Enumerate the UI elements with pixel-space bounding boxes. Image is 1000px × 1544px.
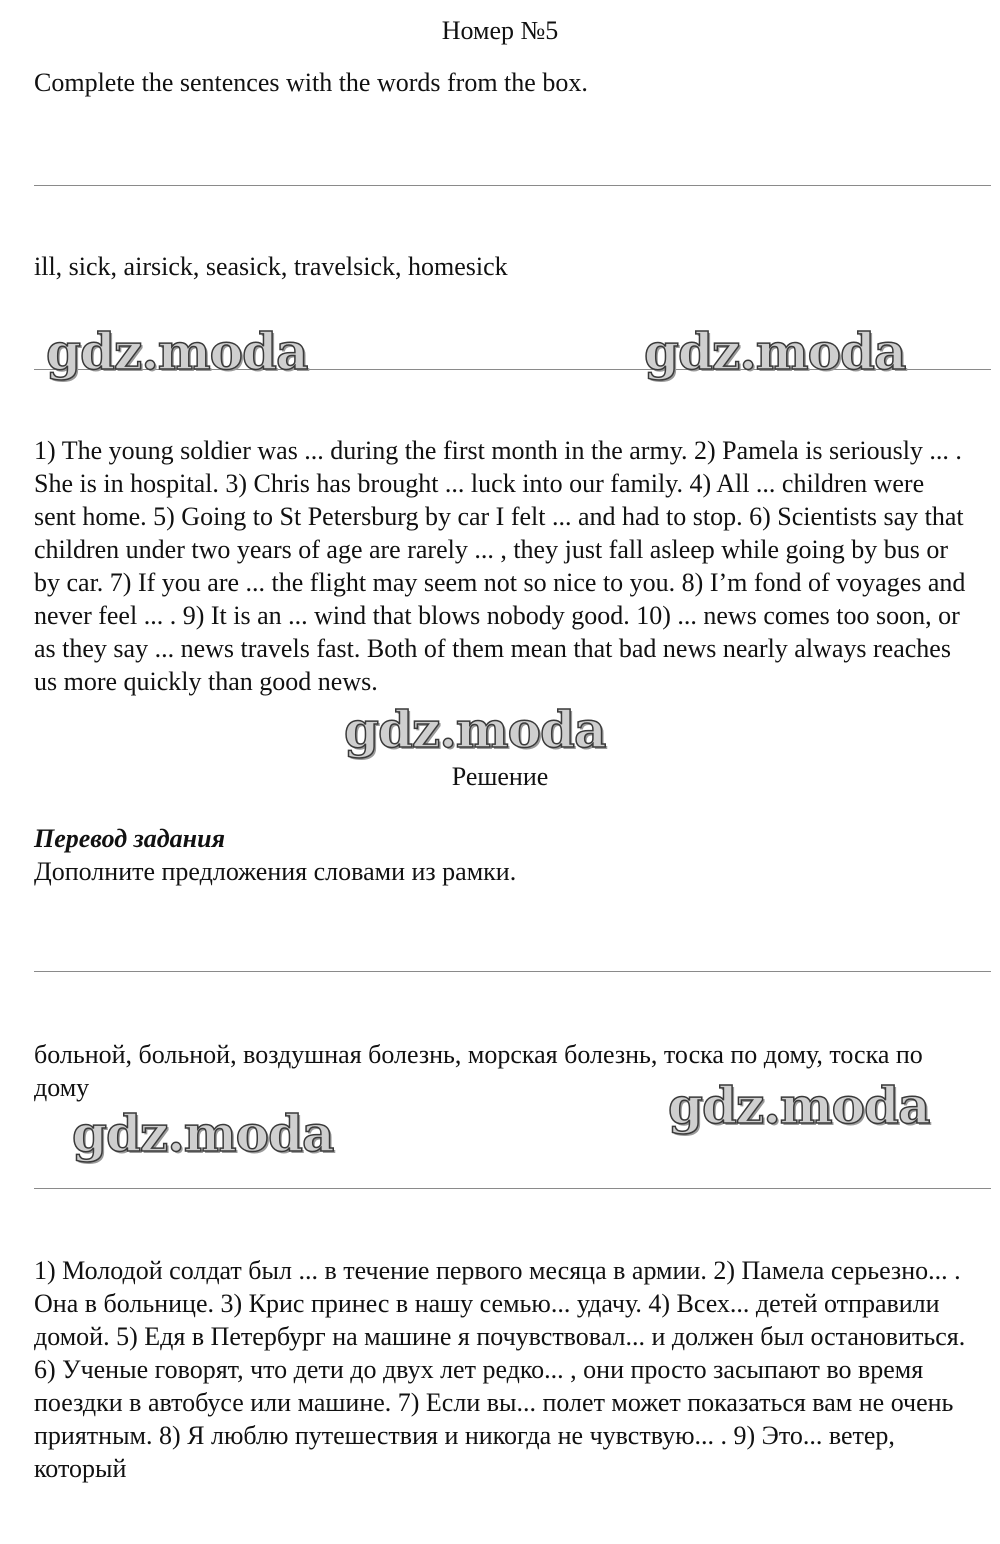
watermark-logo: gdz.moda xyxy=(344,700,606,759)
solution-heading: Решение xyxy=(451,762,549,791)
word-box: ill, sick, airsick, seasick, travelsick, homesick xyxy=(34,252,508,281)
translation-heading: Перевод задания xyxy=(34,824,225,853)
instruction-translation: Дополните предложения словами из рамки. xyxy=(34,857,517,886)
page-title: Номер №5 xyxy=(441,16,559,45)
divider-line xyxy=(34,1188,991,1189)
watermark-logo: gdz.moda xyxy=(72,1104,334,1163)
task-sentences: 1) The young soldier was ... during the first month in the army. 2) Pamela is seriously ... . She is in hospital. 3) Chris has brought ... luck into our family. 4) All ... children were sent home. 5) Going to St Petersburg by car I felt ... and had to stop. 6) Scientists say that children under two years of age are rarely ... , they just fall asleep while going by bus or by car. 7) If you are ... the flight may seem not so nice to you. 8) I’m fond of voyages and never feel ... . 9) It is an ... wind that blows nobody good. 10) ... news comes too soon, or as they say ... news travels fast. Both of them mean that bad news nearly always reaches us more quickly than good news. xyxy=(34,436,966,696)
watermark-logo: gdz.moda xyxy=(46,322,308,381)
watermark-logo: gdz.moda xyxy=(644,322,906,381)
divider-line xyxy=(34,185,991,186)
watermark-logo: gdz.moda xyxy=(668,1076,930,1135)
divider-line xyxy=(34,971,991,972)
task-instruction: Complete the sentences with the words from the box. xyxy=(34,68,588,97)
sentences-translation: 1) Молодой солдат был ... в течение первого месяца в армии. 2) Памела серьезно... . Она в больнице. 3) Крис принес в нашу семью... удачу. 4) Всех... детей отправили домой. 5) Едя в Петербург на машине я почувствовал... и должен был остановиться. 6) Ученые говорят, что дети до двух лет редко... , они просто засыпают во время поездки в автобусе или машине. 7) Если вы... полет может показаться вам не очень приятным. 8) Я люблю путешествия и никогда не чувствую... . 9) Это... ветер, который xyxy=(34,1256,966,1483)
word-box-translation: больной, больной, воздушная болезнь, морская болезнь, тоска по дому, тоска по дому xyxy=(34,1040,923,1102)
